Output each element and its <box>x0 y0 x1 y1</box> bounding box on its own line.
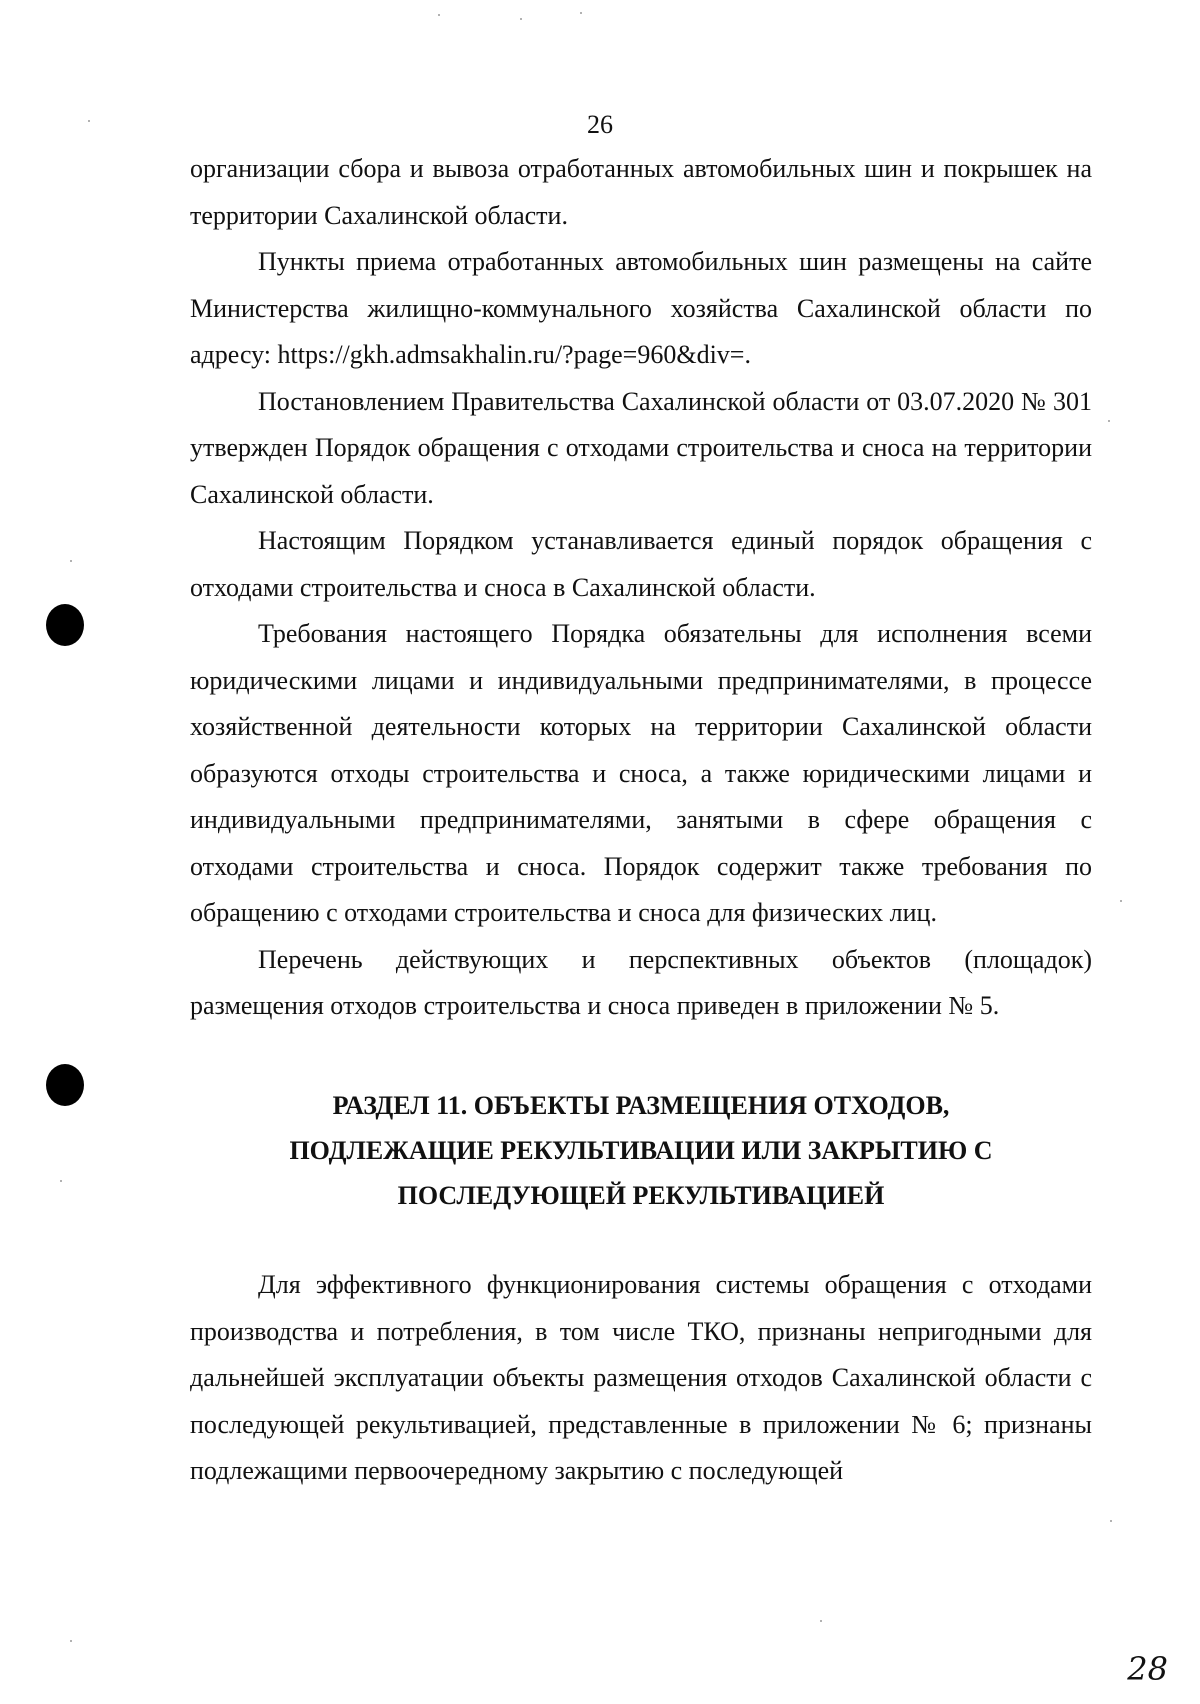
scan-speck <box>1120 900 1122 902</box>
scan-speck <box>70 1640 72 1642</box>
paragraph-unusable-facilities: Для эффективного функционирования системы обращения с отходами производства и потребления, в том числе ТКО, признаны непригодными для дальнейшей эксплуатации объекты размещения отходов Сахалинской области с последующей рекультивацией, представленные в приложении № 6; признаны подлежащими первоочередному закрытию с последующей <box>190 1270 1092 1485</box>
body-text-top <box>190 146 1092 1030</box>
scan-speck <box>60 1180 62 1182</box>
scan-speck <box>70 560 72 562</box>
scan-speck <box>820 1620 822 1622</box>
paragraph-sites-list: Перечень действующих и перспективных объектов (площадок) размещения отходов строительства и сноса приведен в приложении № 5. <box>190 944 1092 1020</box>
scan-speck <box>580 12 582 14</box>
paragraph-continuation: организации сбора и вывоза отработанных автомобильных шин и покрышек на территории Сахалинской области. <box>190 154 1092 230</box>
paragraph-procedure-requirements: Требования настоящего Порядка обязательны для исполнения всеми юридическими лицами и индивидуальными предпринимателями, в процессе хозяйственной деятельности которых на территории Сахалинской области образуются отходы строительства и сноса, а также юридическими лицами и индивидуальными предпринимателями, занятыми в сфере обращения с отходами строительства и сноса. Порядок содержит также требования по обращению с отходами строительства и сноса для физических лиц. <box>190 619 1092 927</box>
paragraph-tire-collection-points: Пункты приема отработанных автомобильных шин размещены на сайте Министерства жилищно-коммунального хозяйства Сахалинской области по адресу: https://gkh.admsakhalin.ru/?page=960&div=. <box>190 247 1092 369</box>
scan-speck <box>438 14 440 16</box>
scan-speck <box>88 120 90 122</box>
scan-speck <box>1110 1520 1112 1522</box>
section-heading-line-1: РАЗДЕЛ 11. ОБЪЕКТЫ РАЗМЕЩЕНИЯ ОТХОДОВ, <box>332 1091 950 1120</box>
binder-hole <box>46 1064 84 1106</box>
paragraph-government-resolution: Постановлением Правительства Сахалинской области от 03.07.2020 № 301 утвержден Порядок обращения с отходами строительства и сноса на территории Сахалинской области. <box>190 386 1092 509</box>
handwritten-page-mark: 28 <box>1127 1650 1168 1688</box>
page-number: 26 <box>587 110 613 139</box>
paragraph-procedure-scope: Настоящим Порядком устанавливается единый порядок обращения с отходами строительства и сноса в Сахалинской области. <box>190 526 1092 602</box>
binder-hole <box>46 604 84 646</box>
body-text-bottom <box>190 1262 1092 1495</box>
section-heading-line-3: ПОСЛЕДУЮЩЕЙ РЕКУЛЬТИВАЦИЕЙ <box>397 1181 885 1210</box>
section-heading <box>190 1083 1092 1218</box>
scan-speck <box>1108 420 1110 422</box>
section-heading-line-2: ПОДЛЕЖАЩИЕ РЕКУЛЬТИВАЦИИ ИЛИ ЗАКРЫТИЮ С <box>289 1136 993 1165</box>
scan-speck <box>520 18 522 20</box>
